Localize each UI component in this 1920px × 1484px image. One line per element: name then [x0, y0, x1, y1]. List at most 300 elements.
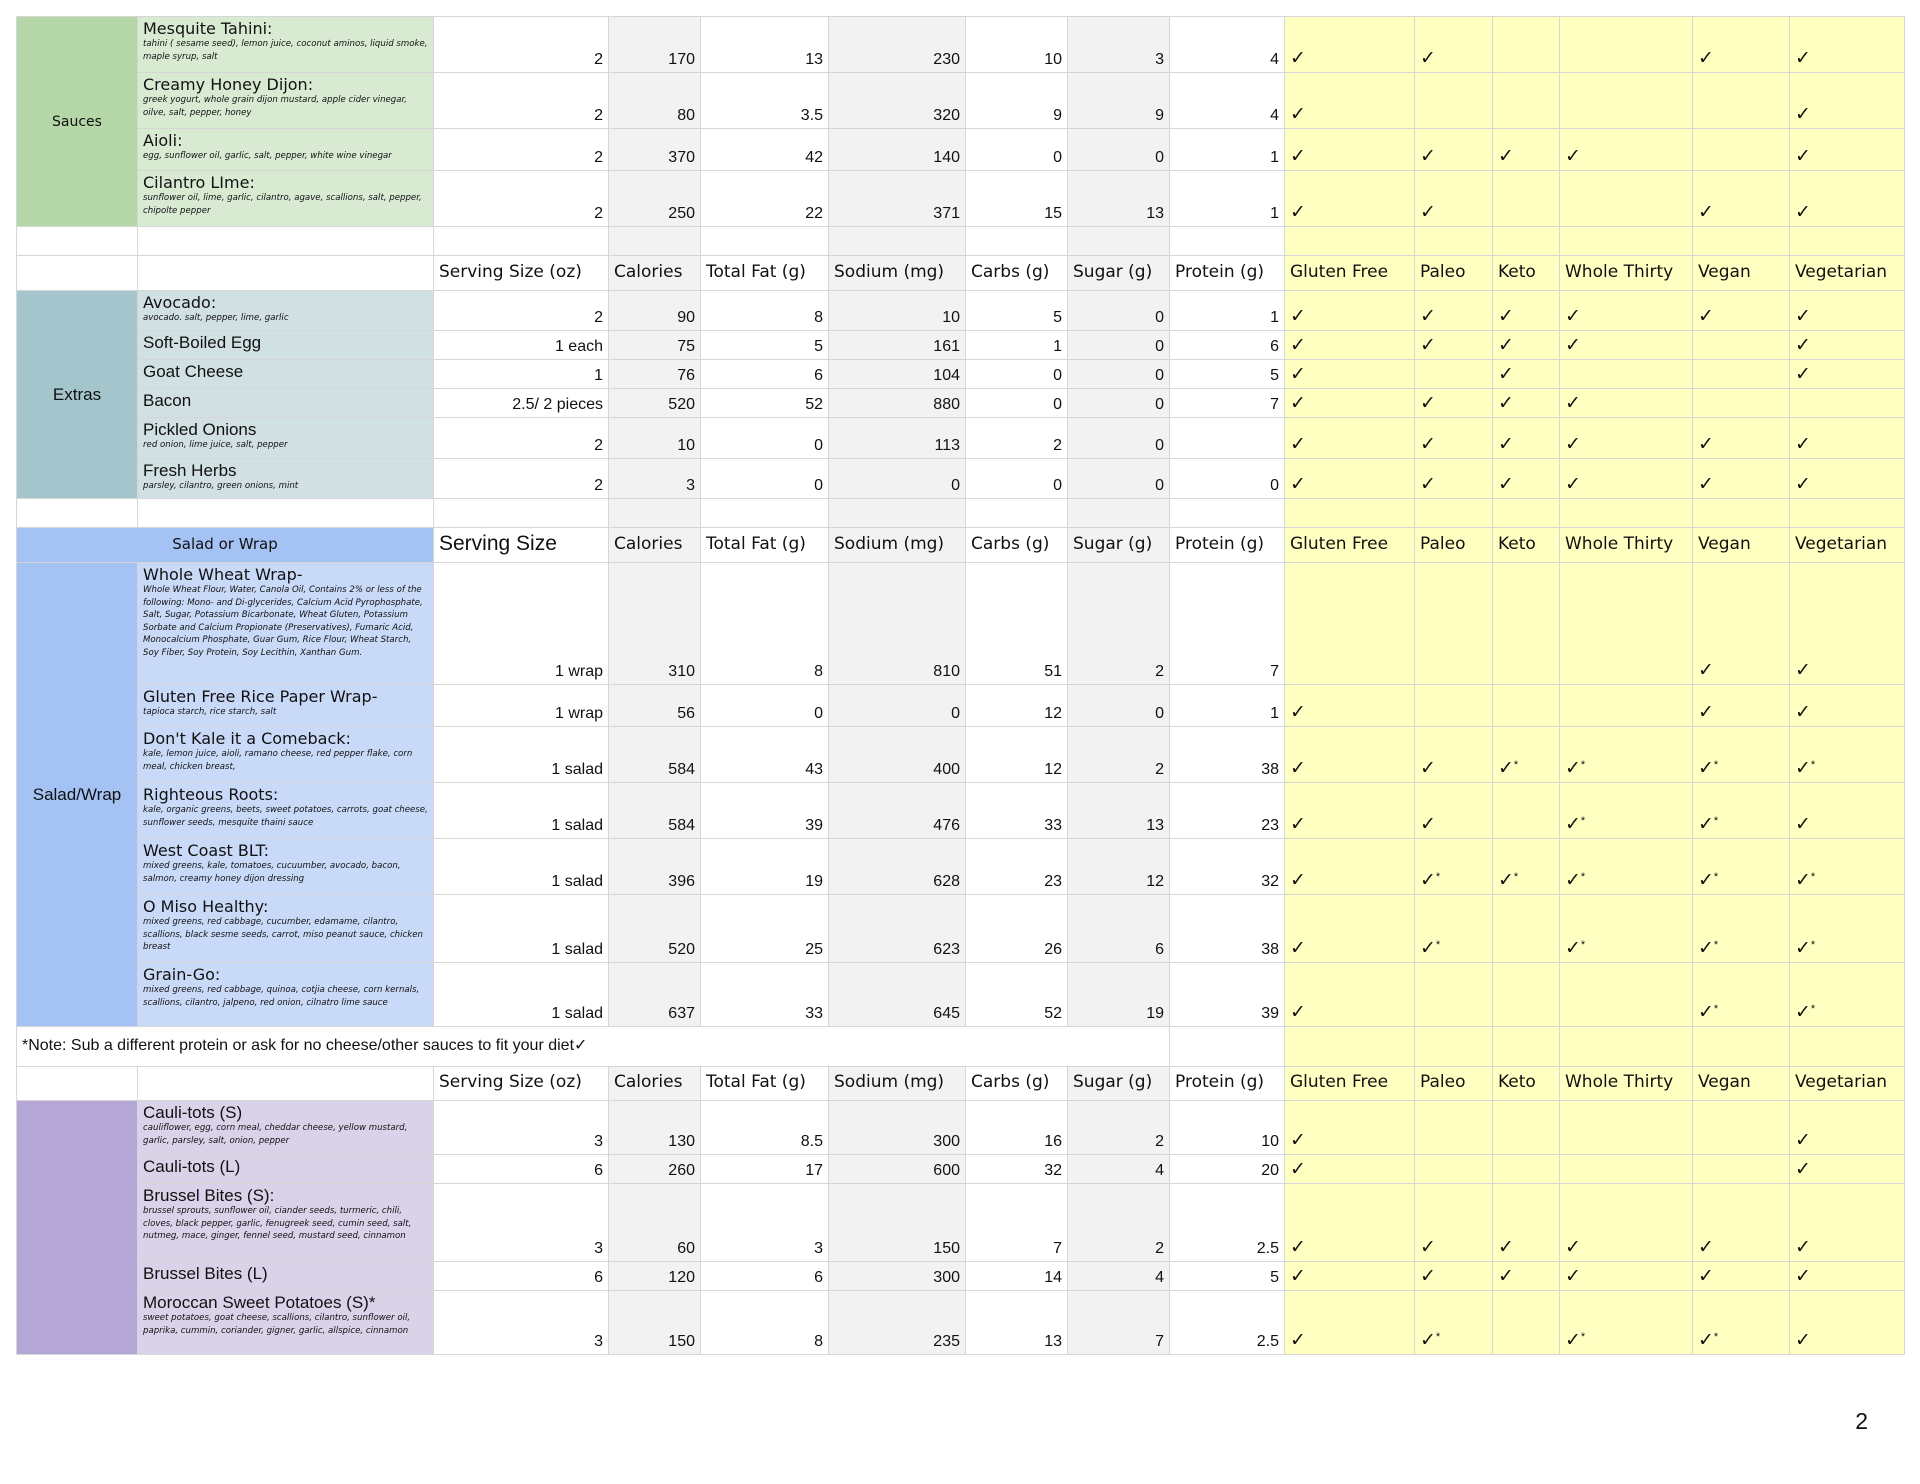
- diet-keto: [1493, 963, 1560, 1027]
- blank-cell: [1560, 499, 1693, 528]
- cell-carbs: 52: [966, 963, 1068, 1027]
- cell-sugar: 13: [1068, 783, 1170, 839]
- item-label: [138, 895, 434, 963]
- diet-vegan: [1693, 73, 1790, 129]
- diet-gluten-free: [1285, 418, 1415, 459]
- check-icon: ✓: [1795, 145, 1811, 167]
- blank-cell: [1693, 227, 1790, 256]
- item-ingredients: parsley, cilantro, green onions, mint: [143, 481, 299, 491]
- diet-gluten-free: [1285, 171, 1415, 227]
- item-ingredients: egg, sunflower oil, garlic, salt, pepper, white wine vinegar: [143, 151, 392, 161]
- blank-cell: [1415, 499, 1493, 528]
- diet-keto: [1493, 1184, 1560, 1262]
- diet-whole-thirty: [1560, 171, 1693, 227]
- diet-vegetarian: [1790, 1155, 1905, 1184]
- cell-calories: 120: [609, 1262, 701, 1291]
- blank-cell: [17, 1067, 138, 1101]
- diet-paleo: [1415, 1262, 1493, 1291]
- check-icon: ✓: [1290, 47, 1306, 69]
- header-keto: Keto: [1493, 1067, 1560, 1101]
- table-row: [17, 291, 1905, 331]
- blank-cell: [829, 227, 966, 256]
- item-name: Righteous Roots:: [143, 785, 279, 804]
- header-serving-size: Serving Size (oz): [434, 256, 609, 291]
- diet-paleo: [1415, 895, 1493, 963]
- cell-fat: 13: [701, 17, 829, 73]
- cell-serving: 2: [434, 291, 609, 331]
- diet-vegetarian: [1790, 360, 1905, 389]
- cell-serving: 2.5/ 2 pieces: [434, 389, 609, 418]
- diet-paleo: [1415, 17, 1493, 73]
- item-name: Avocado:: [143, 293, 217, 312]
- cell-protein: 4: [1170, 73, 1285, 129]
- check-icon: ✓: [1795, 334, 1811, 356]
- diet-whole-thirty: [1560, 389, 1693, 418]
- asterisk-mark: *: [1810, 1003, 1816, 1015]
- check-icon: ✓: [1290, 1236, 1306, 1258]
- diet-gluten-free: [1285, 291, 1415, 331]
- cell-sugar: 0: [1068, 459, 1170, 499]
- diet-whole-thirty: [1560, 1155, 1693, 1184]
- cell-protein: 5: [1170, 1262, 1285, 1291]
- check-icon: ✓: [1290, 701, 1306, 723]
- header-calories: Calories: [609, 256, 701, 291]
- check-icon: ✓: [1420, 334, 1436, 356]
- cell-fat: 3: [701, 1184, 829, 1262]
- item-ingredients: mixed greens, red cabbage, quinoa, cotjia cheese, corn kernals, scallions, cilantro, jalpeno, red onion, cilnatro lime sauce: [143, 985, 420, 1008]
- table-row: [17, 895, 1905, 963]
- cell-carbs: 12: [966, 685, 1068, 727]
- cell-sugar: 13: [1068, 171, 1170, 227]
- check-icon: ✓: [1565, 392, 1581, 414]
- diet-vegan: [1693, 783, 1790, 839]
- diet-vegetarian: [1790, 291, 1905, 331]
- diet-keto: [1493, 1101, 1560, 1155]
- check-icon: ✓: [1420, 813, 1436, 835]
- check-icon: ✓: [1290, 473, 1306, 495]
- blank-cell: [1560, 227, 1693, 256]
- blank-cell: [17, 499, 138, 528]
- item-ingredients: tapioca starch, rice starch, salt: [143, 707, 277, 717]
- cell-fat: 8: [701, 563, 829, 685]
- check-icon: ✓: [1795, 473, 1811, 495]
- blank-cell: [1285, 499, 1415, 528]
- item-name: Creamy Honey Dijon:: [143, 75, 314, 94]
- asterisk-mark: *: [1713, 871, 1719, 883]
- diet-vegetarian: [1790, 171, 1905, 227]
- diet-whole-thirty: [1560, 1291, 1693, 1355]
- item-label: [138, 1184, 434, 1262]
- header-serving-size: Serving Size: [434, 528, 609, 563]
- cell-sugar: 6: [1068, 895, 1170, 963]
- check-icon: ✓: [1795, 103, 1811, 125]
- cell-fat: 8: [701, 1291, 829, 1355]
- table-row: [17, 1155, 1905, 1184]
- item-name: O Miso Healthy:: [143, 897, 269, 916]
- header-vegan: Vegan: [1693, 1067, 1790, 1101]
- diet-vegan: [1693, 331, 1790, 360]
- item-name: Aioli:: [143, 131, 183, 150]
- blank-cell: [17, 256, 138, 291]
- cell-carbs: 1: [966, 331, 1068, 360]
- item-name: Pickled Onions: [143, 420, 257, 439]
- item-name: Bacon: [143, 391, 192, 410]
- diet-whole-thirty: [1560, 1262, 1693, 1291]
- check-icon: ✓: [1290, 1129, 1306, 1151]
- diet-vegan: [1693, 171, 1790, 227]
- blank-cell: [1693, 499, 1790, 528]
- cell-protein: 1: [1170, 129, 1285, 171]
- blank-cell: [138, 1067, 434, 1101]
- check-icon: ✓: [1420, 757, 1436, 779]
- cell-sugar: 12: [1068, 839, 1170, 895]
- header-vegetarian: Vegetarian: [1790, 528, 1905, 563]
- diet-whole-thirty: [1560, 839, 1693, 895]
- cell-fat: 0: [701, 459, 829, 499]
- header-keto: Keto: [1493, 528, 1560, 563]
- diet-vegetarian: [1790, 783, 1905, 839]
- cell-serving: 1: [434, 360, 609, 389]
- header-carbs: Carbs (g): [966, 1067, 1068, 1101]
- table-row: [17, 727, 1905, 783]
- diet-whole-thirty: [1560, 418, 1693, 459]
- item-name: Mesquite Tahini:: [143, 19, 273, 38]
- cell-calories: 3: [609, 459, 701, 499]
- header-calories: Calories: [609, 1067, 701, 1101]
- cell-carbs: 10: [966, 17, 1068, 73]
- check-icon: ✓: [1420, 433, 1436, 455]
- check-icon: ✓: [1290, 305, 1306, 327]
- diet-vegan: [1693, 839, 1790, 895]
- diet-keto: [1493, 1262, 1560, 1291]
- cell-serving: 1 wrap: [434, 563, 609, 685]
- diet-vegetarian: [1790, 727, 1905, 783]
- diet-vegetarian: [1790, 963, 1905, 1027]
- check-icon: ✓: [1498, 334, 1514, 356]
- diet-keto: [1493, 1291, 1560, 1355]
- nutrition-table-body: [17, 17, 1905, 1355]
- diet-gluten-free: [1285, 839, 1415, 895]
- check-icon: ✓: [1498, 305, 1514, 327]
- header-keto: Keto: [1493, 256, 1560, 291]
- cell-protein: 5: [1170, 360, 1285, 389]
- blank-cell: [1285, 227, 1415, 256]
- cell-sodium: 140: [829, 129, 966, 171]
- item-label: [138, 291, 434, 331]
- diet-vegan: [1693, 291, 1790, 331]
- diet-vegan: [1693, 1291, 1790, 1355]
- check-icon: ✓: [1795, 659, 1811, 681]
- cell-calories: 584: [609, 727, 701, 783]
- blank-cell: [1415, 1027, 1493, 1067]
- item-label: [138, 727, 434, 783]
- blank-cell: [609, 227, 701, 256]
- check-icon: ✓: [1698, 757, 1714, 779]
- blank-cell: [1790, 499, 1905, 528]
- diet-whole-thirty: [1560, 73, 1693, 129]
- cell-calories: 75: [609, 331, 701, 360]
- blank-cell: [829, 499, 966, 528]
- header-whole-thirty: Whole Thirty: [1560, 1067, 1693, 1101]
- diet-whole-thirty: [1560, 129, 1693, 171]
- diet-whole-thirty: [1560, 291, 1693, 331]
- diet-whole-thirty: [1560, 563, 1693, 685]
- cell-carbs: 7: [966, 1184, 1068, 1262]
- diet-keto: [1493, 171, 1560, 227]
- category-sauces: Sauces: [17, 17, 138, 227]
- cell-sodium: 0: [829, 459, 966, 499]
- cell-sugar: 0: [1068, 331, 1170, 360]
- check-icon: ✓: [1698, 433, 1714, 455]
- diet-vegetarian: [1790, 389, 1905, 418]
- diet-paleo: [1415, 1184, 1493, 1262]
- diet-keto: [1493, 727, 1560, 783]
- asterisk-mark: *: [1580, 815, 1586, 827]
- diet-paleo: [1415, 291, 1493, 331]
- diet-vegan: [1693, 963, 1790, 1027]
- item-ingredients: red onion, lime juice, salt, pepper: [143, 440, 288, 450]
- diet-paleo: [1415, 389, 1493, 418]
- check-icon: ✓: [1290, 1265, 1306, 1287]
- diet-paleo: [1415, 1101, 1493, 1155]
- check-icon: ✓: [1290, 433, 1306, 455]
- check-icon: ✓: [1498, 1265, 1514, 1287]
- header-fat: Total Fat (g): [701, 1067, 829, 1101]
- check-icon: ✓: [1565, 145, 1581, 167]
- table-row: [17, 73, 1905, 129]
- cell-serving: 1 salad: [434, 839, 609, 895]
- header-calories: Calories: [609, 528, 701, 563]
- cell-fat: 0: [701, 685, 829, 727]
- cell-sugar: 0: [1068, 360, 1170, 389]
- item-ingredients: mixed greens, kale, tomatoes, cucuumber, avocado, bacon, salmon, creamy honey dijon dressing: [143, 861, 401, 884]
- diet-keto: [1493, 563, 1560, 685]
- asterisk-mark: *: [1810, 939, 1816, 951]
- check-icon: ✓: [1498, 869, 1514, 891]
- table-row: [17, 459, 1905, 499]
- item-name: Cauli-tots (S): [143, 1103, 243, 1122]
- header-gluten-free: Gluten Free: [1285, 528, 1415, 563]
- item-name: Whole Wheat Wrap-: [143, 565, 303, 584]
- item-label: [138, 1291, 434, 1355]
- diet-paleo: [1415, 459, 1493, 499]
- check-icon: ✓: [1290, 201, 1306, 223]
- cell-serving: 2: [434, 459, 609, 499]
- cell-sugar: 0: [1068, 389, 1170, 418]
- diet-paleo: [1415, 171, 1493, 227]
- header-carbs: Carbs (g): [966, 528, 1068, 563]
- table-row: [17, 1262, 1905, 1291]
- cell-protein: 10: [1170, 1101, 1285, 1155]
- cell-protein: 6: [1170, 331, 1285, 360]
- cell-serving: 1 salad: [434, 727, 609, 783]
- header-sugar: Sugar (g): [1068, 256, 1170, 291]
- item-ingredients: Whole Wheat Flour, Water, Canola Oil, Contains 2% or less of the following: Mono- and Di-glycerides, Calcium Acid Pyrophosphate, Salt, Sugar, Potassium Bicarbonate, Wheat Gluten, Potassium Sorbate and Calcium Propionate (Preservatives), Fumaric Acid, Monocalcium Phosphate, Guar Gum, Rice Flour, Wheat Starch, Soy Fiber, Soy Protein, Soy Lecithin, Xanthan Gum.: [143, 585, 423, 658]
- diet-vegetarian: [1790, 1291, 1905, 1355]
- diet-paleo: [1415, 685, 1493, 727]
- diet-vegan: [1693, 389, 1790, 418]
- asterisk-mark: *: [1435, 939, 1441, 951]
- diet-gluten-free: [1285, 73, 1415, 129]
- blank-cell: [1170, 1027, 1285, 1067]
- blank-cell: [1493, 1027, 1560, 1067]
- check-icon: ✓: [1420, 1329, 1436, 1351]
- check-icon: ✓: [1698, 659, 1714, 681]
- diet-whole-thirty: [1560, 1101, 1693, 1155]
- check-icon: ✓: [1795, 305, 1811, 327]
- cell-sodium: 10: [829, 291, 966, 331]
- check-icon: ✓: [1698, 473, 1714, 495]
- cell-sodium: 161: [829, 331, 966, 360]
- item-label: [138, 418, 434, 459]
- diet-keto: [1493, 331, 1560, 360]
- diet-whole-thirty: [1560, 1184, 1693, 1262]
- header-gluten-free: Gluten Free: [1285, 1067, 1415, 1101]
- check-icon: ✓: [1420, 201, 1436, 223]
- diet-paleo: [1415, 1291, 1493, 1355]
- cell-calories: 76: [609, 360, 701, 389]
- check-icon: ✓: [1498, 1236, 1514, 1258]
- diet-paleo: [1415, 73, 1493, 129]
- check-icon: ✓: [1420, 1265, 1436, 1287]
- cell-fat: 8.5: [701, 1101, 829, 1155]
- asterisk-mark: *: [1713, 815, 1719, 827]
- blank-cell: [966, 227, 1068, 256]
- item-label: [138, 129, 434, 171]
- check-icon: ✓: [1698, 813, 1714, 835]
- cell-sodium: 400: [829, 727, 966, 783]
- item-label: [138, 73, 434, 129]
- item-name: Soft-Boiled Egg: [143, 333, 262, 352]
- diet-gluten-free: [1285, 895, 1415, 963]
- diet-gluten-free: [1285, 963, 1415, 1027]
- table-row: [17, 1291, 1905, 1355]
- cell-fat: 17: [701, 1155, 829, 1184]
- check-icon: ✓: [1420, 47, 1436, 69]
- blank-cell: [1693, 1027, 1790, 1067]
- header-paleo: Paleo: [1415, 528, 1493, 563]
- check-icon: ✓: [1565, 869, 1581, 891]
- diet-gluten-free: [1285, 563, 1415, 685]
- cell-protein: 7: [1170, 563, 1285, 685]
- cell-protein: 2.5: [1170, 1184, 1285, 1262]
- check-icon: ✓: [1565, 813, 1581, 835]
- header-carbs: Carbs (g): [966, 256, 1068, 291]
- check-icon: ✓: [1290, 334, 1306, 356]
- diet-vegetarian: [1790, 563, 1905, 685]
- cell-protein: 7: [1170, 389, 1285, 418]
- diet-whole-thirty: [1560, 963, 1693, 1027]
- header-serving-size: Serving Size (oz): [434, 1067, 609, 1101]
- diet-keto: [1493, 73, 1560, 129]
- cell-calories: 520: [609, 389, 701, 418]
- cell-calories: 90: [609, 291, 701, 331]
- cell-carbs: 9: [966, 73, 1068, 129]
- asterisk-mark: *: [1580, 759, 1586, 771]
- diet-keto: [1493, 459, 1560, 499]
- check-icon: ✓: [1498, 145, 1514, 167]
- header-row: [17, 256, 1905, 291]
- check-icon: ✓: [1698, 701, 1714, 723]
- note-row: [17, 1027, 1905, 1067]
- diet-keto: [1493, 1155, 1560, 1184]
- check-icon: ✓: [1420, 473, 1436, 495]
- cell-calories: 60: [609, 1184, 701, 1262]
- diet-vegetarian: [1790, 459, 1905, 499]
- cell-serving: 6: [434, 1155, 609, 1184]
- check-icon: ✓: [1565, 1329, 1581, 1351]
- check-icon: ✓: [1565, 305, 1581, 327]
- check-icon: ✓: [1498, 392, 1514, 414]
- cell-fat: 43: [701, 727, 829, 783]
- cell-sodium: 600: [829, 1155, 966, 1184]
- item-label: [138, 563, 434, 685]
- check-icon: ✓: [1795, 1129, 1811, 1151]
- diet-gluten-free: [1285, 129, 1415, 171]
- check-icon: ✓: [1698, 869, 1714, 891]
- cell-calories: 80: [609, 73, 701, 129]
- item-label: [138, 1155, 434, 1184]
- cell-fat: 8: [701, 291, 829, 331]
- check-icon: ✓: [1420, 869, 1436, 891]
- diet-gluten-free: [1285, 459, 1415, 499]
- item-name: Gluten Free Rice Paper Wrap-: [143, 687, 378, 706]
- blank-cell: [966, 499, 1068, 528]
- header-row: [17, 528, 1905, 563]
- check-icon: ✓: [1565, 1236, 1581, 1258]
- cell-sodium: 476: [829, 783, 966, 839]
- check-icon: ✓: [1795, 1329, 1811, 1351]
- item-ingredients: avocado. salt, pepper, lime, garlic: [143, 313, 289, 323]
- diet-vegan: [1693, 1184, 1790, 1262]
- cell-serving: 3: [434, 1291, 609, 1355]
- table-row: [17, 839, 1905, 895]
- blank-row: [17, 227, 1905, 256]
- cell-carbs: 2: [966, 418, 1068, 459]
- item-ingredients: sweet potatoes, goat cheese, scallions, cilantro, sunflower oil, paprika, cummin, coriander, gigner, garlic, allspice, cinnamon: [143, 1313, 411, 1336]
- check-icon: ✓: [1698, 201, 1714, 223]
- asterisk-mark: *: [1513, 871, 1519, 883]
- item-ingredients: cauliflower, egg, corn meal, cheddar cheese, yellow mustard, garlic, parsley, salt, onion, pepper: [143, 1123, 408, 1146]
- header-gluten-free: Gluten Free: [1285, 256, 1415, 291]
- diet-vegetarian: [1790, 418, 1905, 459]
- diet-keto: [1493, 389, 1560, 418]
- check-icon: ✓: [1290, 363, 1306, 385]
- blank-cell: [701, 227, 829, 256]
- blank-cell: [1068, 227, 1170, 256]
- diet-note: *Note: Sub a different protein or ask for no cheese/other sauces to fit your diet✓: [17, 1027, 1170, 1067]
- check-icon: ✓: [1795, 813, 1811, 835]
- cell-carbs: 26: [966, 895, 1068, 963]
- table-row: [17, 783, 1905, 839]
- check-icon: ✓: [1698, 47, 1714, 69]
- cell-sodium: 320: [829, 73, 966, 129]
- check-icon: ✓: [1795, 1158, 1811, 1180]
- check-icon: ✓: [1290, 869, 1306, 891]
- cell-sodium: 300: [829, 1101, 966, 1155]
- asterisk-mark: *: [1435, 1331, 1441, 1343]
- cell-calories: 370: [609, 129, 701, 171]
- diet-vegan: [1693, 685, 1790, 727]
- diet-gluten-free: [1285, 685, 1415, 727]
- blank-cell: [17, 227, 138, 256]
- check-icon: ✓: [1420, 392, 1436, 414]
- diet-gluten-free: [1285, 1262, 1415, 1291]
- diet-keto: [1493, 418, 1560, 459]
- cell-sugar: 0: [1068, 418, 1170, 459]
- check-icon: ✓: [1698, 937, 1714, 959]
- diet-vegan: [1693, 129, 1790, 171]
